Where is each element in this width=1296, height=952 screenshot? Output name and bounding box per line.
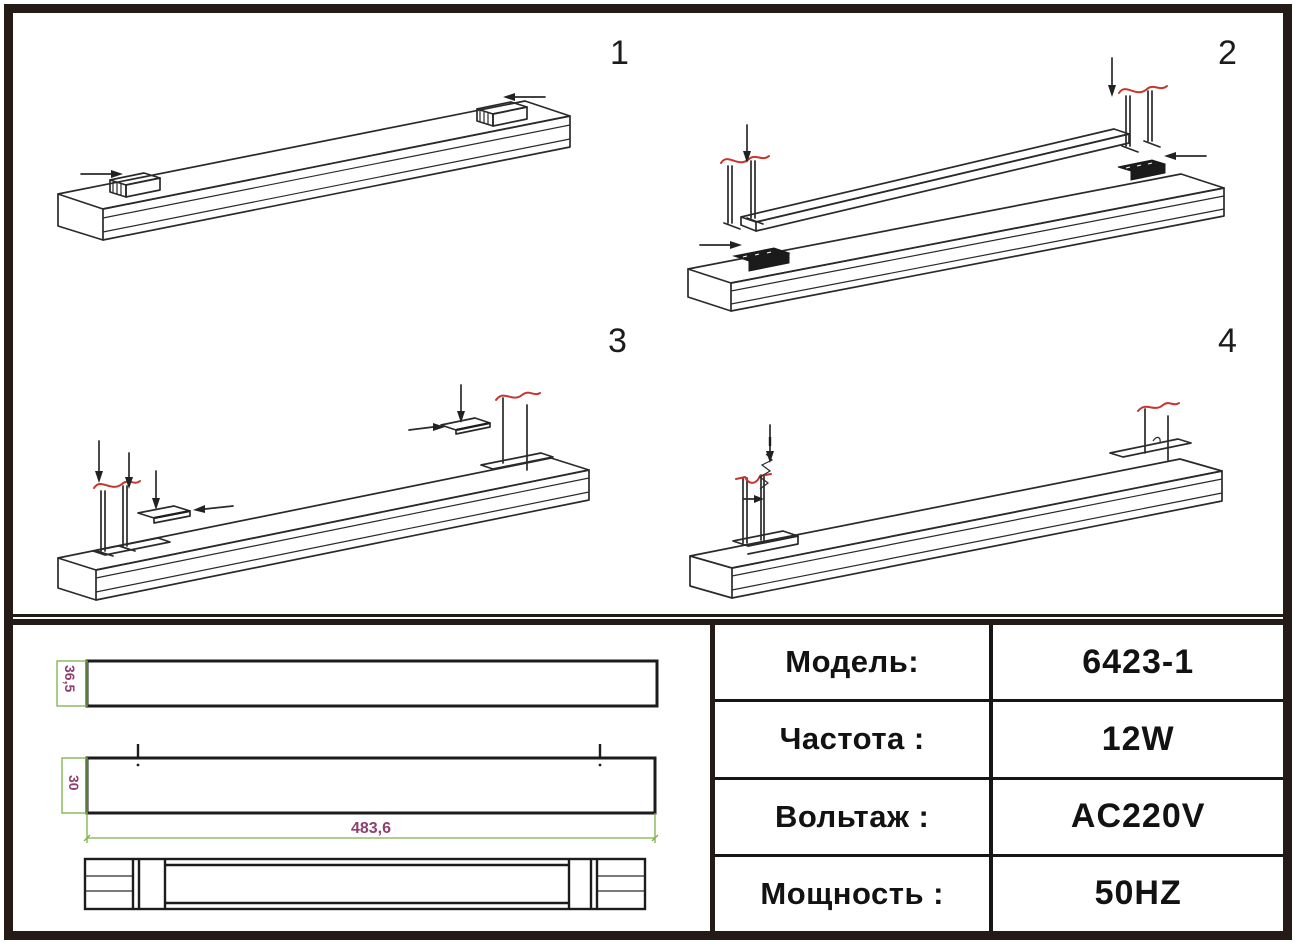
dimension-drawings-panel [13,625,715,931]
spec-table [715,625,1283,931]
left-wire-bracket [94,481,140,556]
dim-height-top-label: 36,5 [62,665,78,693]
profile-view-middle [62,744,658,843]
right-plate-slide-arrow-icon [409,423,445,431]
left-down-arrow-icon [766,425,774,463]
left-spring-clip [734,248,789,271]
right-clip-arrow-icon [1164,152,1206,160]
step-4-diagram [648,313,1278,611]
fixture-bar [690,459,1222,598]
mounting-rail [741,129,1129,231]
fixture-bar [58,458,589,600]
left-lock-plate [138,506,190,523]
right-suspension-wires [1138,403,1179,460]
left-clip-arrow-icon [700,241,742,249]
right-spring-clip [1118,160,1165,180]
right-slide-arrow-icon [503,93,545,101]
step-3-diagram [13,313,643,611]
step-2-number: 2 [1218,34,1237,72]
right-down-arrow-icon [1108,58,1116,97]
installation-steps-panel [13,13,1283,617]
left-plate-slide-arrow-icon [193,505,233,513]
step-1-diagram [13,13,643,311]
spec-value-model: 6423-1 [1082,642,1195,681]
right-bracket-seat [1110,439,1191,457]
left-down-arrow-icon [95,441,103,483]
left-slide-clip [110,173,160,197]
fixture-bar [688,174,1224,311]
spec-row-model [715,625,1283,702]
left-plate-down-arrow-icon [152,471,160,510]
profile-view-top [57,661,657,706]
sheet-frame [4,4,1292,940]
dim-length-label: 483,6 [350,820,392,837]
spec-value-power: 50HZ [1094,874,1182,913]
bottom-section [13,619,1283,931]
spec-row-voltage [715,780,1283,857]
dim-height-body-label: 30 [66,775,82,791]
step-1-number: 1 [610,34,629,72]
step-4-number: 4 [1218,322,1237,360]
right-wire-bracket [1119,86,1167,152]
spec-label-power: Мощность : [715,857,993,931]
spec-row-frequency [715,702,1283,779]
right-lock-plate [441,418,490,434]
step-3-number: 3 [608,322,627,360]
profile-view-bottom [85,859,645,909]
dimension-drawing [13,625,710,931]
left-down-arrow-2-icon [125,453,133,489]
left-slide-arrow-icon [81,170,123,178]
spec-label-voltage: Вольтаж : [715,780,993,854]
right-plate-down-arrow-icon [457,385,465,423]
spec-label-frequency: Частота : [715,702,993,776]
spec-label-model: Модель: [715,625,993,699]
spec-row-power [715,857,1283,931]
spec-value-voltage: AC220V [1070,797,1206,836]
spec-value-frequency: 12W [1101,719,1175,758]
right-rail-seat [481,453,553,469]
step-2-diagram [648,13,1278,311]
